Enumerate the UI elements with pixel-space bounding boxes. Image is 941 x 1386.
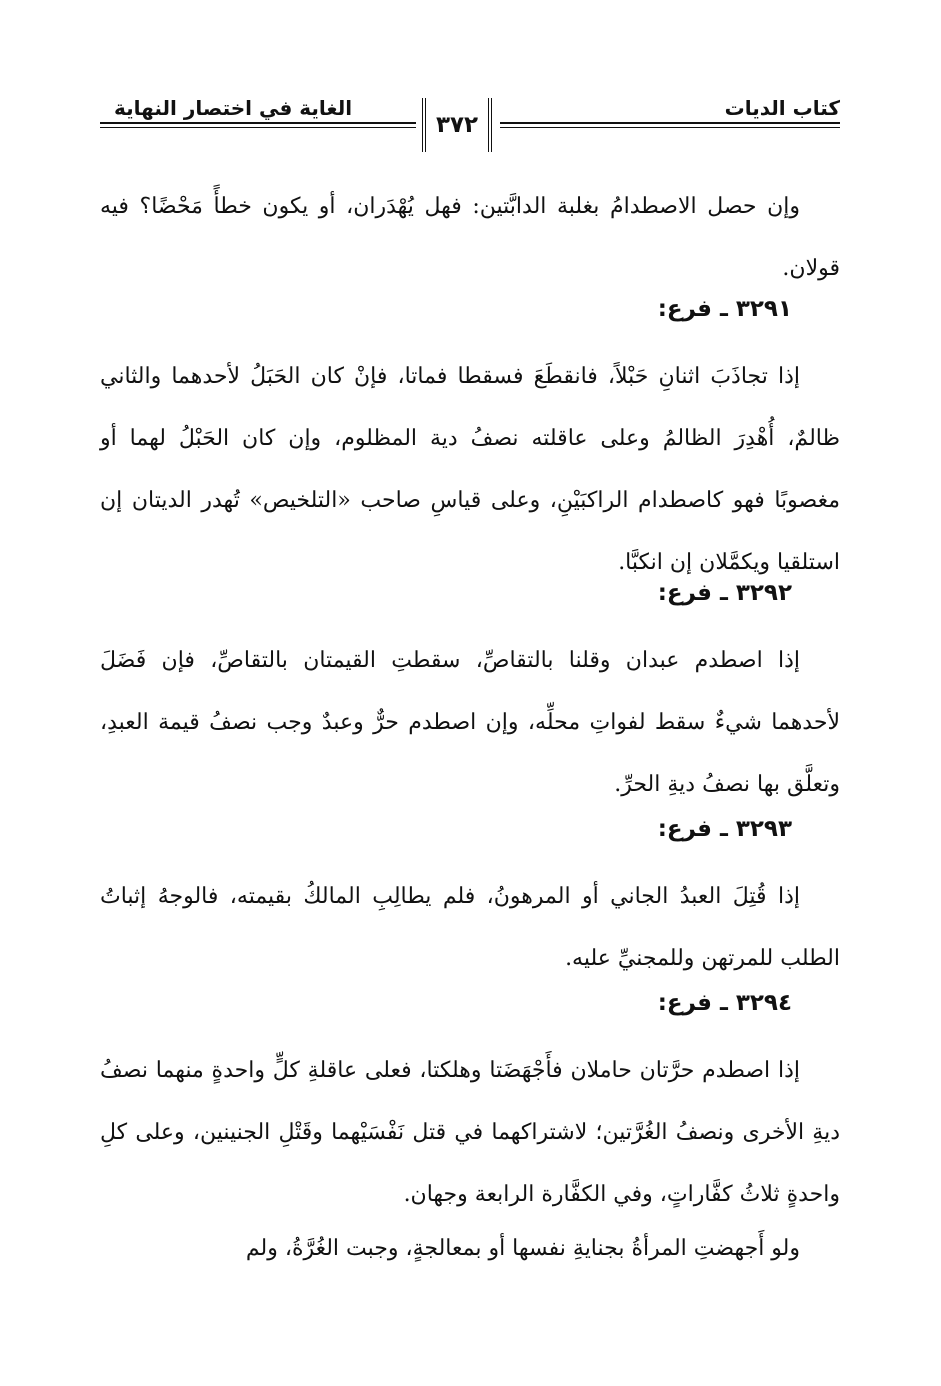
closing-paragraph: ولو أَجهضتِ المرأةُ بجنايةِ نفسها أو بمعالجةٍ، وجبت الغُرَّةُ، ولم bbox=[245, 1236, 800, 1261]
section-heading-3294: ٣٢٩٤ ـ فرع: bbox=[657, 990, 792, 1016]
intro-paragraph: وإن حصل الاصطدامُ بغلبة الدابَّتين: فهل يُهْدَران، أو يكون خطأً مَحْضًا؟ فيه قولان. bbox=[100, 194, 840, 281]
section-text-3292: إذا اصطدم عبدان وقلنا بالتقاصِّ، سقطتِ القيمتان بالتقاصِّ، فإن فَضَلَ لأحدهما شيءٌ سقط لفواتِ محلِّه، وإن اصطدم حرٌّ وعبدٌ وجب نصفُ قيمة العبدِ، وتعلَّق بها نصفُ ديةِ الحرِّ. bbox=[100, 648, 840, 797]
section-heading-3291: ٣٢٩١ ـ فرع: bbox=[657, 296, 792, 322]
page-number: ٣٧٢ bbox=[435, 112, 479, 138]
section-heading-3293: ٣٢٩٣ ـ فرع: bbox=[657, 816, 792, 842]
book-section: كتاب الديات bbox=[724, 96, 840, 120]
book-title: الغاية في اختصار النهاية bbox=[114, 96, 353, 120]
section-text-3291: إذا تجاذَبَ اثنانِ حَبْلاً، فانقطَعَ فسقطا فماتا، فإنْ كان الحَبَلُ لأحدهما والثاني ظالمٌ، أُهْدِرَ الظالمُ وعلى عاقلته نصفُ دية المظلوم، وإن كان الحَبْلُ لهما أو مغصوبًا فهو كاصطدام الراكبَيْنِ، وعلى قياسِ صاحب «التلخيص» تُهدر الديتان إن استلقيا ويكمَّلان إن انكبَّا. bbox=[100, 364, 840, 575]
section-text-3294: إذا اصطدم حرَّتان حاملان فأَجْهَضَتا وهلكتا، فعلى عاقلةِ كلٍّ واحدةٍ منهما نصفُ ديةِ الأخرى ونصفُ الغُرَّتين؛ لاشتراكهما في قتل نَفْسَيْهما وقَتْلِ الجنينين، وعلى كلِ واحدةٍ ثلاثُ كفَّاراتٍ، وفي الكفَّارة الرابعة وجهان. bbox=[100, 1058, 840, 1207]
section-heading-3292: ٣٢٩٢ ـ فرع: bbox=[657, 580, 792, 606]
section-text-3293: إذا قُتِلَ العبدُ الجاني أو المرهونُ، فلم يطالِبِ المالكُ بقيمته، فالوجهُ إثباتُ الطلب للمرتهن وللمجنيِّ عليه. bbox=[100, 884, 840, 971]
body-text bbox=[100, 0, 840, 1386]
